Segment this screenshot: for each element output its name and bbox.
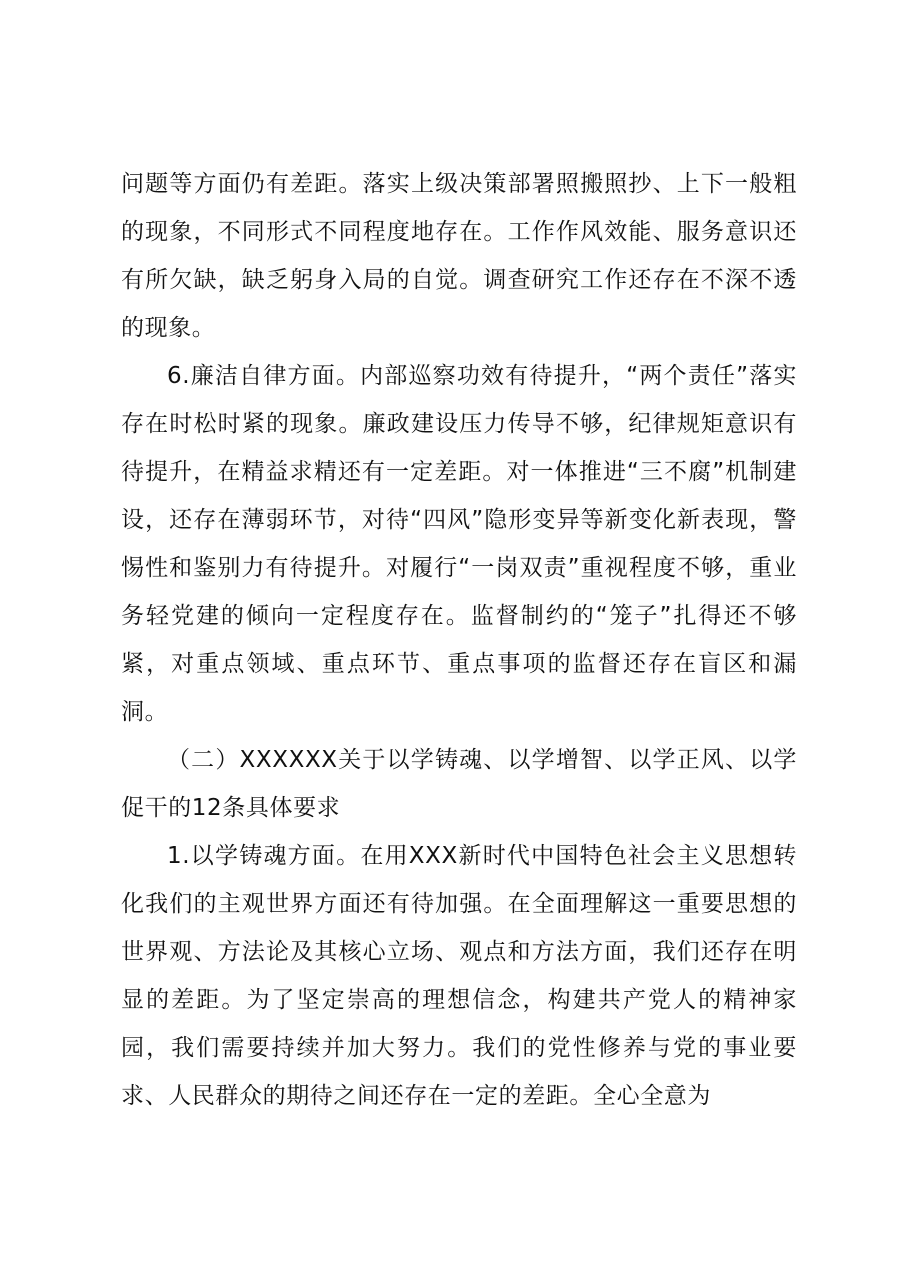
paragraph-integrity-self-discipline: 6.廉洁自律方面。内部巡察功效有待提升，“两个责任”落实存在时松时紧的现象。廉政建设压力传导不够，纪律规矩意识有待提升，在精益求精还有一定差距。对一体推进“三不腐”机制建设，还存在薄弱环节，对待“四风”隐形变异等新变化新表现，警惕性和鉴别力有待提升。对履行“一岗双责”重视程度不够，重业务轻党建的倾向一定程度存在。监督制约的“笼子”扎得还不够紧，对重点领域、重点环节、重点事项的监督还存在盲区和漏洞。 bbox=[121, 363, 797, 725]
document-body bbox=[121, 160, 797, 1120]
paragraph-study-soul: 1.以学铸魂方面。在用XXX新时代中国特色社会主义思想转化我们的主观世界方面还有待加强。在全面理解这一重要思想的世界观、方法论及其核心立场、观点和方法方面，我们还存在明显的差距。为了坚定崇高的理想信念，构建共产党人的精神家园，我们需要持续并加大努力。我们的党性修养与党的事业要求、人民群众的期待之间还存在一定的差距。全心全意为 bbox=[121, 843, 797, 1109]
section-heading-12-requirements: （二）XXXXXX关于以学铸魂、以学增智、以学正风、以学促干的12条具体要求 bbox=[121, 747, 797, 821]
paragraph-continuation: 问题等方面仍有差距。落实上级决策部署照搬照抄、上下一般粗的现象，不同形式不同程度地存在。工作作风效能、服务意识还有所欠缺，缺乏躬身入局的自觉。调查研究工作还存在不深不透的现象。 bbox=[121, 171, 797, 341]
